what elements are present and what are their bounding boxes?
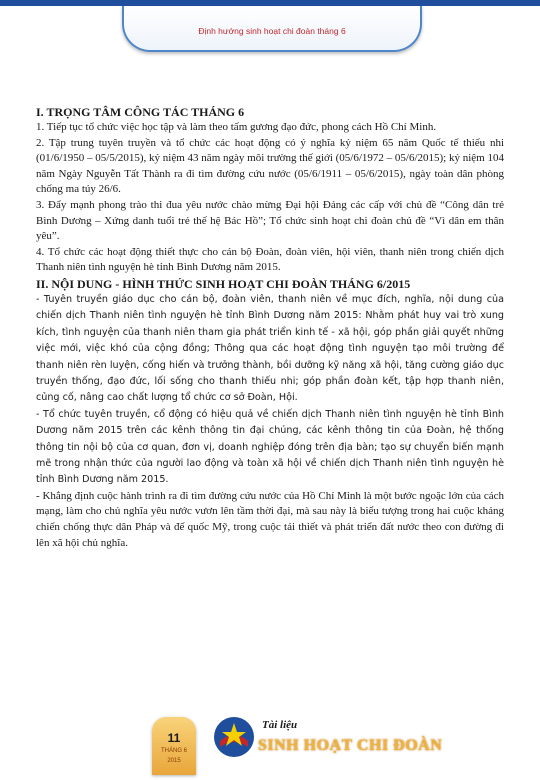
month-label: THÁNG 6 [160,748,187,754]
section1-item: 4. Tổ chức các hoạt động thiết thực cho cán bộ Đoàn, đoàn viên, hội viên, thanh niên trong chiến dịch Thanh niên tình nguyện hè tỉnh Bình Dương năm 2015. [36,245,504,274]
document-body [36,104,504,551]
section1-item: 2. Tập trung tuyên truyền và tổ chức các hoạt động có ý nghĩa kỷ niệm 65 năm Quốc tế thiếu nhi (01/6/1950 – 05/5/2015), kỷ niệm 43 năm ngày môi trường thế giới (05/6/1972 – 05/6/2015); kỷ niệm 104 năm Ngày Nguyễn Tất Thành ra đi tìm đường cứu nước (05/6/1911 – 05/6/2015), ngày toàn dân phòng chống ma túy 26/6. [36,136,504,196]
doc-label: Tài liệu [262,719,298,731]
page-footer [0,705,540,780]
youth-union-emblem-icon [212,715,256,759]
page-number-badge [152,717,196,775]
doc-title: SINH HOẠT CHI ĐOÀN [258,737,443,754]
section1-item: 1. Tiếp tục tổ chức việc học tập và làm theo tấm gương đạo đức, phong cách Hồ Chí Minh. [36,121,437,133]
page-header [122,6,422,52]
section2-paragraph: - Tổ chức tuyên truyền, cổ động có hiệu quả về chiến dịch Thanh niên tình nguyện hè tỉnh Bình Dương năm 2015 trên các kênh thông tin đại chúng, các kênh thông tin của Đoàn, hệ thống thông tin nội bộ của cơ quan, đơn vị, doanh nghiệp đóng trên địa bàn; tạo sự chuyển biến mạnh mẽ trong nhận thức của người lao động và toàn xã hội về chiến dịch Thanh niên tình nguyện hè tỉnh Bình Dương năm 2015. [36,408,504,486]
section2-paragraph: - Tuyên truyền giáo dục cho cán bộ, đoàn viên, thanh niên về mục đích, nghĩa, nội dung của chiến dịch Thanh niên tình nguyện hè tỉnh Bình Dương năm 2015: Nhằm phát huy vai trò xung kích, tình nguyện của thanh niên tham gia phát triển kinh tế - xã hội, góp phần giải quyết những việc mới, việc khó của cộng đồng; Thông qua các hoạt động tình nguyện tạo môi trường để thanh niên rèn luyện, cống hiến và trưởng thành, bồi dưỡng kỹ năng xã hội, tăng cường giáo dục truyền thống, đạo đức, lối sống cho thanh thiếu nhi; góp phần đoàn kết, tập hợp thanh niên, củng cố, nâng cao chất lượng tổ chức cơ sở Đoàn, Hội. [36,293,504,404]
year-label: 2015 [167,758,181,764]
header-title: Định hướng sinh hoạt chi đoàn tháng 6 [198,26,346,36]
section2-paragraph: - Khẳng định cuộc hành trình ra đi tìm đường cứu nước của Hồ Chí Minh là một bước ngoặc lớn của cách mạng, làm cho chủ nghĩa yêu nước vươn lên tầm thời đại, mà sau này là biểu tượng trong hai cuộc kháng chiến chống thực dân Pháp và đế quốc Mỹ, trong cuộc tái thiết và phát triển đất nước theo con đường đi lên xã hội chủ nghĩa. [36,489,504,549]
section2-heading: II. NỘI DUNG - HÌNH THỨC SINH HOẠT CHI ĐOÀN THÁNG 6/2015 [36,276,411,291]
section1-heading: I. TRỌNG TÂM CÔNG TÁC THÁNG 6 [36,105,245,119]
section1-item: 3. Đẩy mạnh phong trào thi đua yêu nước chào mừng Đại hội Đảng các cấp với chủ đề “Công dân trẻ Bình Dương – Xứng danh tuổi trẻ thế hệ Bác Hồ”; Tổ chức sinh hoạt chi đoàn chủ đề “Vì dân em thân yêu”. [36,198,504,243]
page-number: 11 [167,731,181,745]
